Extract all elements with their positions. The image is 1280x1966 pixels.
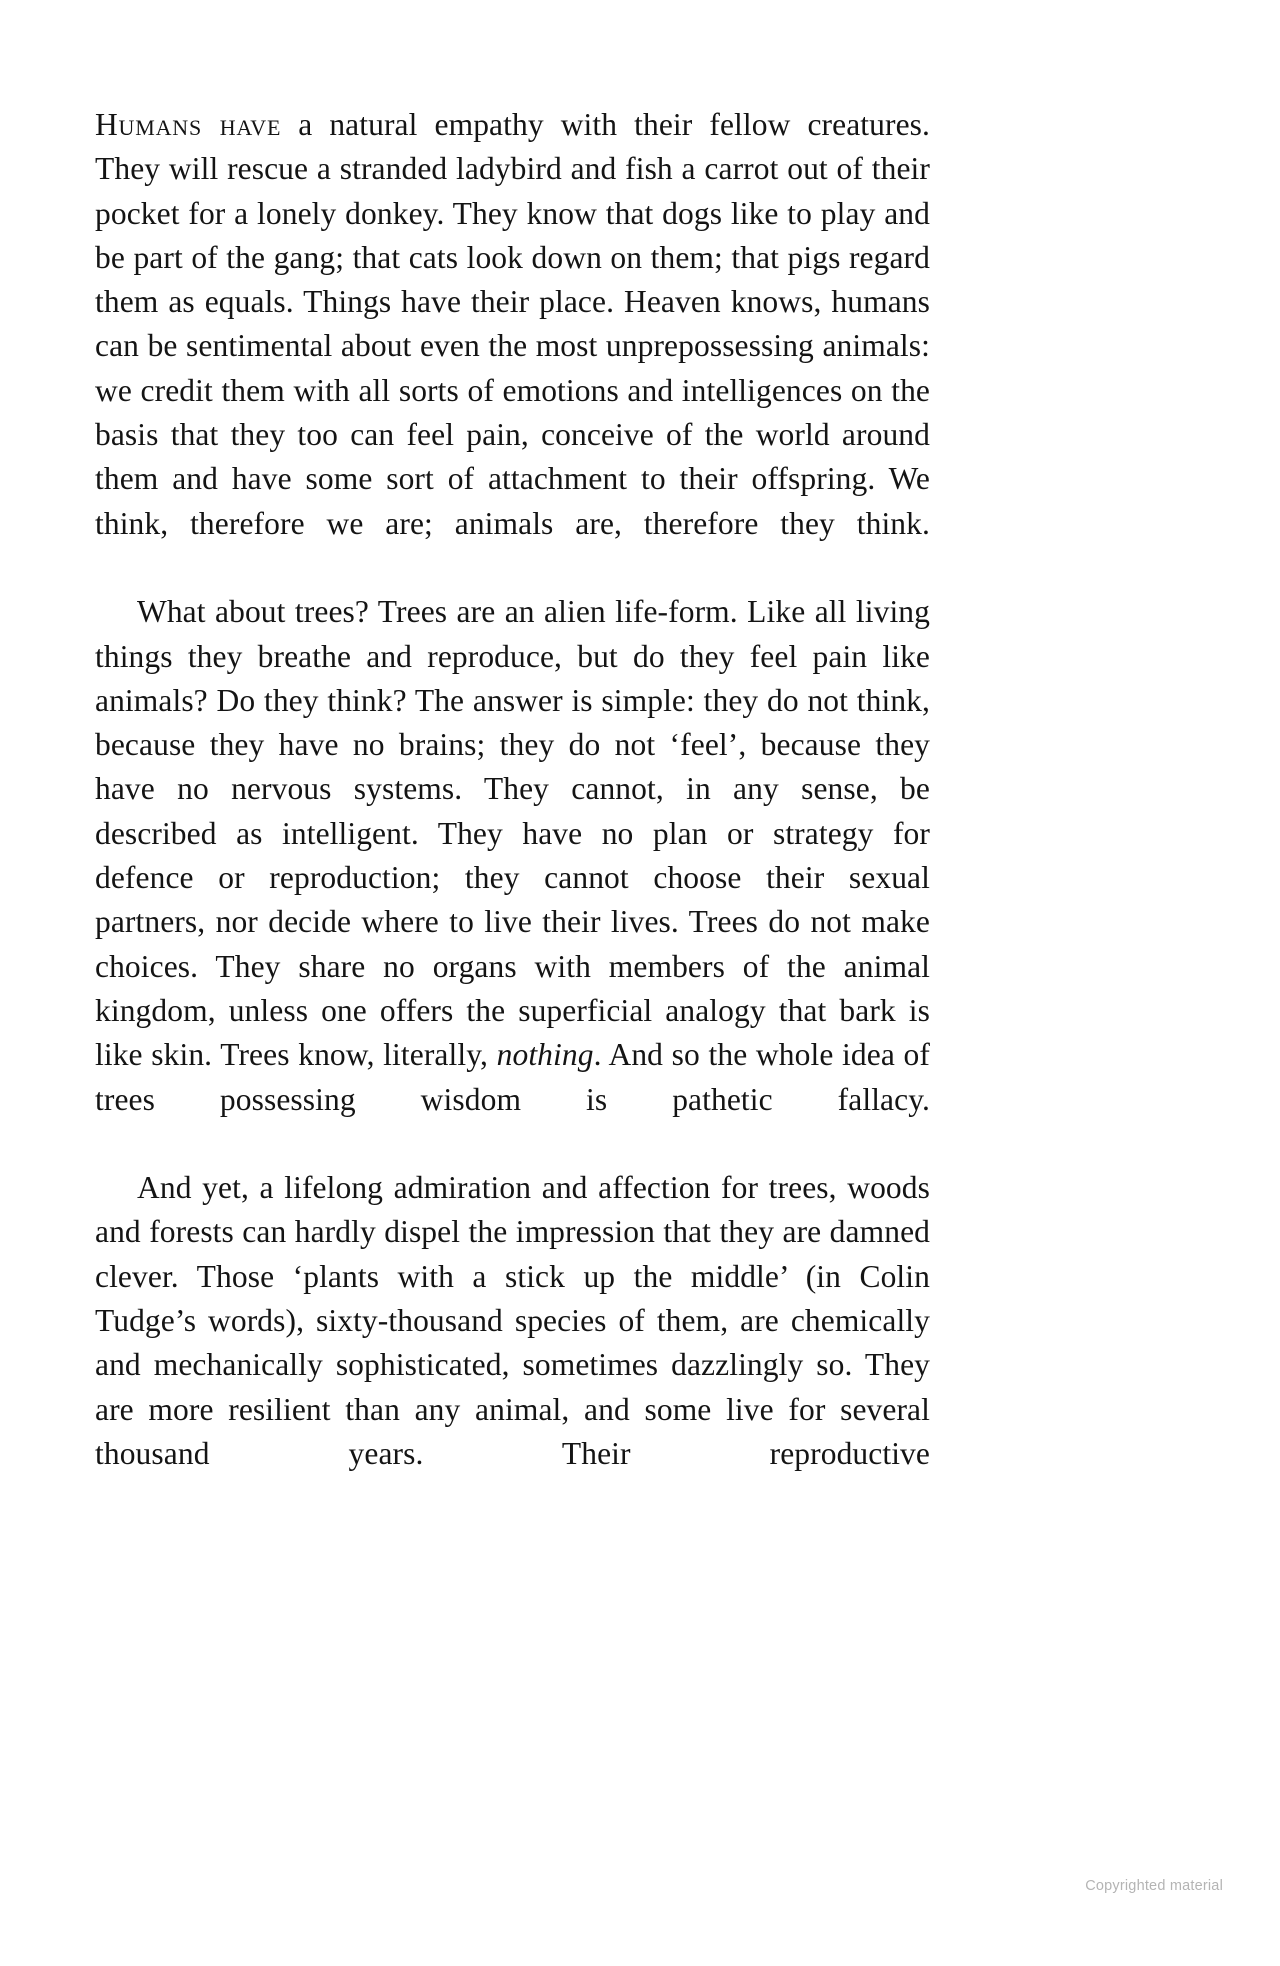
opening-small-caps: Humans have: [95, 107, 282, 142]
emphasis-nothing: nothing: [496, 1037, 594, 1073]
page-text-block: [95, 103, 930, 1521]
copyright-watermark: Copyrighted material: [1085, 1878, 1223, 1894]
paragraph-1-text: a natural empathy with their fellow creatures. They will rescue a stranded ladybird and fish a carrot out of their pocket for a lonely donkey. They know that dogs like to play and be part of the gang; that cats look down on them; that pigs regard them as equals. Things have their place. Heaven knows, humans can be sentimental about even the most unprepossessing animals: we credit them with all sorts of emotions and intelligences on the basis that they too can feel pain, conceive of the world around them and have some sort of attachment to their offspring. We think, therefore we are; animals are, therefore they think.: [95, 107, 930, 541]
paragraph-2: [95, 590, 930, 1166]
paragraph-3: [95, 1166, 930, 1520]
paragraph-2-text-after-italic: . And so the whole idea of trees possessing wisdom is pathetic fallacy.: [95, 1037, 930, 1117]
paragraph-1: [95, 103, 930, 590]
paragraph-3-text: And yet, a lifelong admiration and affection for trees, woods and forests can hardly dispel the impression that they are damned clever. Those ‘plants with a stick up the middle’ (in Colin Tudge’s words), sixty-thousand species of them, are chemically and mechanically sophisticated, sometimes dazzlingly so. They are more resilient than any animal, and some live for several thousand years. Their reproductive: [95, 1170, 930, 1471]
paragraph-2-text-before-italic: What about trees? Trees are an alien life-form. Like all living things they breathe and reproduce, but do they feel pain like animals? Do they think? The answer is simple: they do not think, because they have no brains; they do not ‘feel’, because they have no nervous systems. They cannot, in any sense, be described as intelligent. They have no plan or strategy for defence or reproduction; they cannot choose their sexual partners, nor decide where to live their lives. Trees do not make choices. They share no organs with members of the animal kingdom, unless one offers the superficial analogy that bark is like skin. Trees know, literally,: [95, 594, 930, 1073]
